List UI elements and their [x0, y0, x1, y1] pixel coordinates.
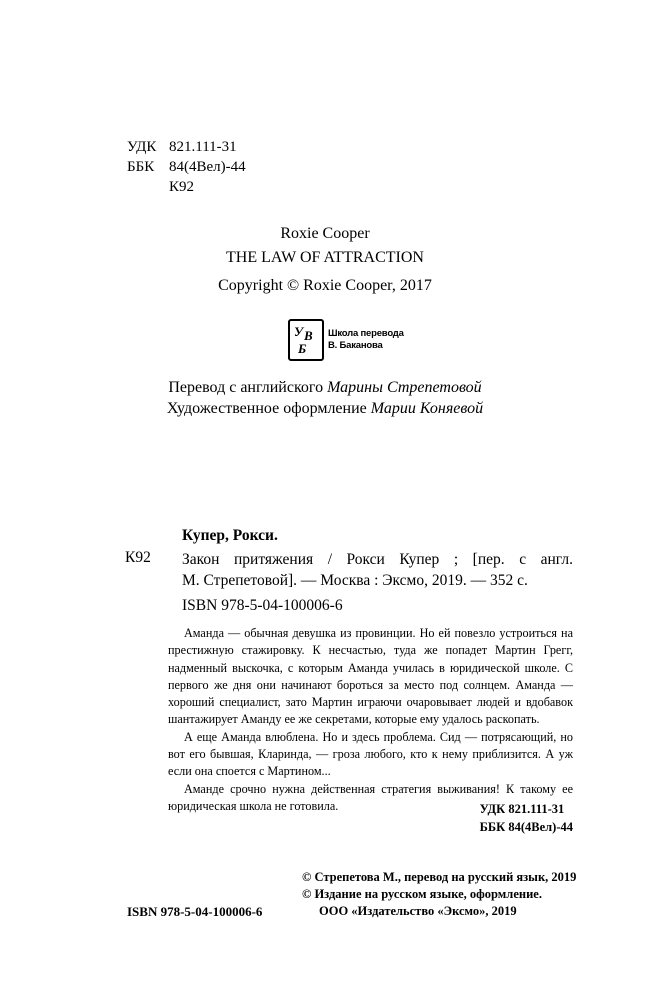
logo-line2: В. Баканова [328, 340, 383, 351]
translator-name: Марины Стрепетовой [327, 379, 482, 396]
footer-classification [480, 800, 573, 836]
logo-caption [328, 328, 404, 352]
copyright-notices [302, 869, 576, 920]
bib-code: К92 [125, 549, 151, 566]
bbk-value: 84(4Вел)-44 [169, 159, 246, 175]
footer-isbn: ISBN 978-5-04-100006-6 [127, 904, 263, 919]
annotation-paragraph: А еще Аманда влюблена. Но и здесь проблема. Сид — потрясающий, но вот его бывшая, Кларинда, — гроза любого, кто к нему приблизится. А уж если она споется с Мартином... [168, 729, 573, 779]
logo-line1: Школа перевода [328, 328, 404, 339]
design-credit [0, 398, 650, 419]
classification-block [127, 137, 246, 197]
original-copyright: Copyright © Roxie Cooper, 2017 [218, 277, 432, 294]
bib-author: Купер, Рокси. [182, 527, 278, 544]
design-prefix: Художественное оформление [166, 400, 371, 417]
copyright-edition: © Издание на русском языке, оформление. [302, 887, 542, 901]
designer-name: Марии Коняевой [370, 400, 484, 417]
bbk-row [127, 157, 246, 177]
footer-udk: УДК 821.111-31 [479, 802, 565, 816]
udk-value: 821.111-31 [169, 139, 237, 155]
udk-row [127, 137, 246, 157]
bib-line1: Закон притяжения / Рокси Купер ; [пер. с англ. [182, 551, 573, 568]
original-author: Roxie Cooper [280, 225, 370, 242]
translation-prefix: Перевод с английского [168, 379, 328, 396]
footer-bbk: ББК 84(4Вел)-44 [479, 820, 573, 834]
copyright-translation: © Стрепетова М., перевод на русский язык, 2019 [302, 870, 577, 884]
bbk-label: ББК [127, 159, 155, 175]
annotation [168, 625, 573, 815]
publisher-logo [288, 319, 404, 361]
copyright-publisher: ООО «Издательство «Эксмо», 2019 [319, 904, 517, 918]
annotation-paragraph: Аманда — обычная девушка из провинции. Но ей повезло устроиться на престижную стажировку. К несчастью, туда же попадет Мартин Грегг, надменный выскочка, с которым Аманда училась в юридической школе. С первого же дня они начинают бороться за место под солнцем. Аманда — хороший специалист, зато Мартин играючи очаровывает людей и вдобавок шантажирует Аманду ее же секретами, которые ему удалось раскопать. [168, 626, 573, 727]
translation-school-logo-icon: У В Б [288, 319, 324, 361]
bib-line2: М. Стрепетовой]. — Москва : Эксмо, 2019. — 352 с. [182, 572, 528, 589]
annotation-paragraph: Аманде срочно нужна действенная стратегия выживания! К такому ее юридическая школа не готовила. [168, 781, 573, 813]
udk-label: УДК [127, 139, 157, 155]
bib-isbn: ISBN 978-5-04-100006-6 [182, 597, 343, 614]
translation-credit [0, 377, 650, 398]
author-sign: К92 [169, 179, 195, 195]
original-title: THE LAW OF ATTRACTION [226, 249, 424, 266]
author-sign-row [127, 177, 246, 197]
